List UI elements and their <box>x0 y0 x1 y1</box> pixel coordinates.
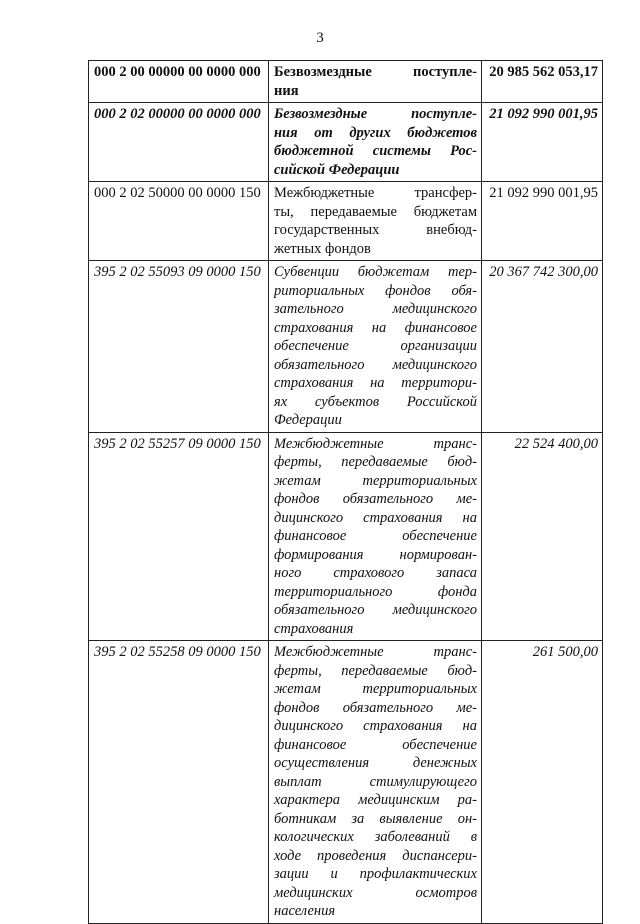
budget-classification-code: 395 2 02 55258 09 0000 150 <box>89 641 269 924</box>
budget-classification-code: 000 2 02 00000 00 0000 000 <box>89 103 269 182</box>
budget-revenue-table <box>88 60 603 924</box>
revenue-amount: 20 985 562 053,17 <box>482 61 603 103</box>
budget-classification-code: 000 2 02 50000 00 0000 150 <box>89 182 269 261</box>
table-row <box>89 261 603 433</box>
revenue-name: Безвозмездные поступле- ния от других бюджетов бюджетной системы Рос- сийской Федерации <box>269 103 482 182</box>
budget-classification-code: 395 2 02 55093 09 0000 150 <box>89 261 269 433</box>
page-number: 3 <box>316 30 324 46</box>
table-row <box>89 61 603 103</box>
revenue-amount: 21 092 990 001,95 <box>482 182 603 261</box>
table-row <box>89 103 603 182</box>
table-row <box>89 182 603 261</box>
revenue-amount: 21 092 990 001,95 <box>482 103 603 182</box>
revenue-name: Безвозмездные поступле- ния <box>269 61 482 103</box>
revenue-amount: 22 524 400,00 <box>482 432 603 641</box>
revenue-name: Субвенции бюджетам тер- риториальных фондов обя- зательного медицинского страхования на финансовое обеспечение организации обязательного медицинского страхования на территори- ях субъектов Российской Федерации <box>269 261 482 433</box>
table-row <box>89 641 603 924</box>
revenue-name: Межбюджетные транс- ферты, передаваемые бюд- жетам территориальных фондов обязательного ме- дицинского страхования на финансовое обеспечение формирования нормирован- ного страхового запаса территориального фонда обязательного медицинского страхования <box>269 432 482 641</box>
budget-classification-code: 000 2 00 00000 00 0000 000 <box>89 61 269 103</box>
revenue-amount: 261 500,00 <box>482 641 603 924</box>
revenue-name: Межбюджетные трансфер- ты, передаваемые бюджетам государственных внебюд- жетных фондов <box>269 182 482 261</box>
revenue-amount: 20 367 742 300,00 <box>482 261 603 433</box>
table-row <box>89 432 603 641</box>
revenue-name: Межбюджетные транс- ферты, передаваемые бюд- жетам территориальных фондов обязательного ме- дицинского страхования на финансовое обеспечение осуществления денежных выплат стимулирующего характера медицинским ра- ботникам за выявление он- кологических заболеваний в ходе проведения диспансери- зации и профилактических медицинских осмотров населения <box>269 641 482 924</box>
budget-classification-code: 395 2 02 55257 09 0000 150 <box>89 432 269 641</box>
